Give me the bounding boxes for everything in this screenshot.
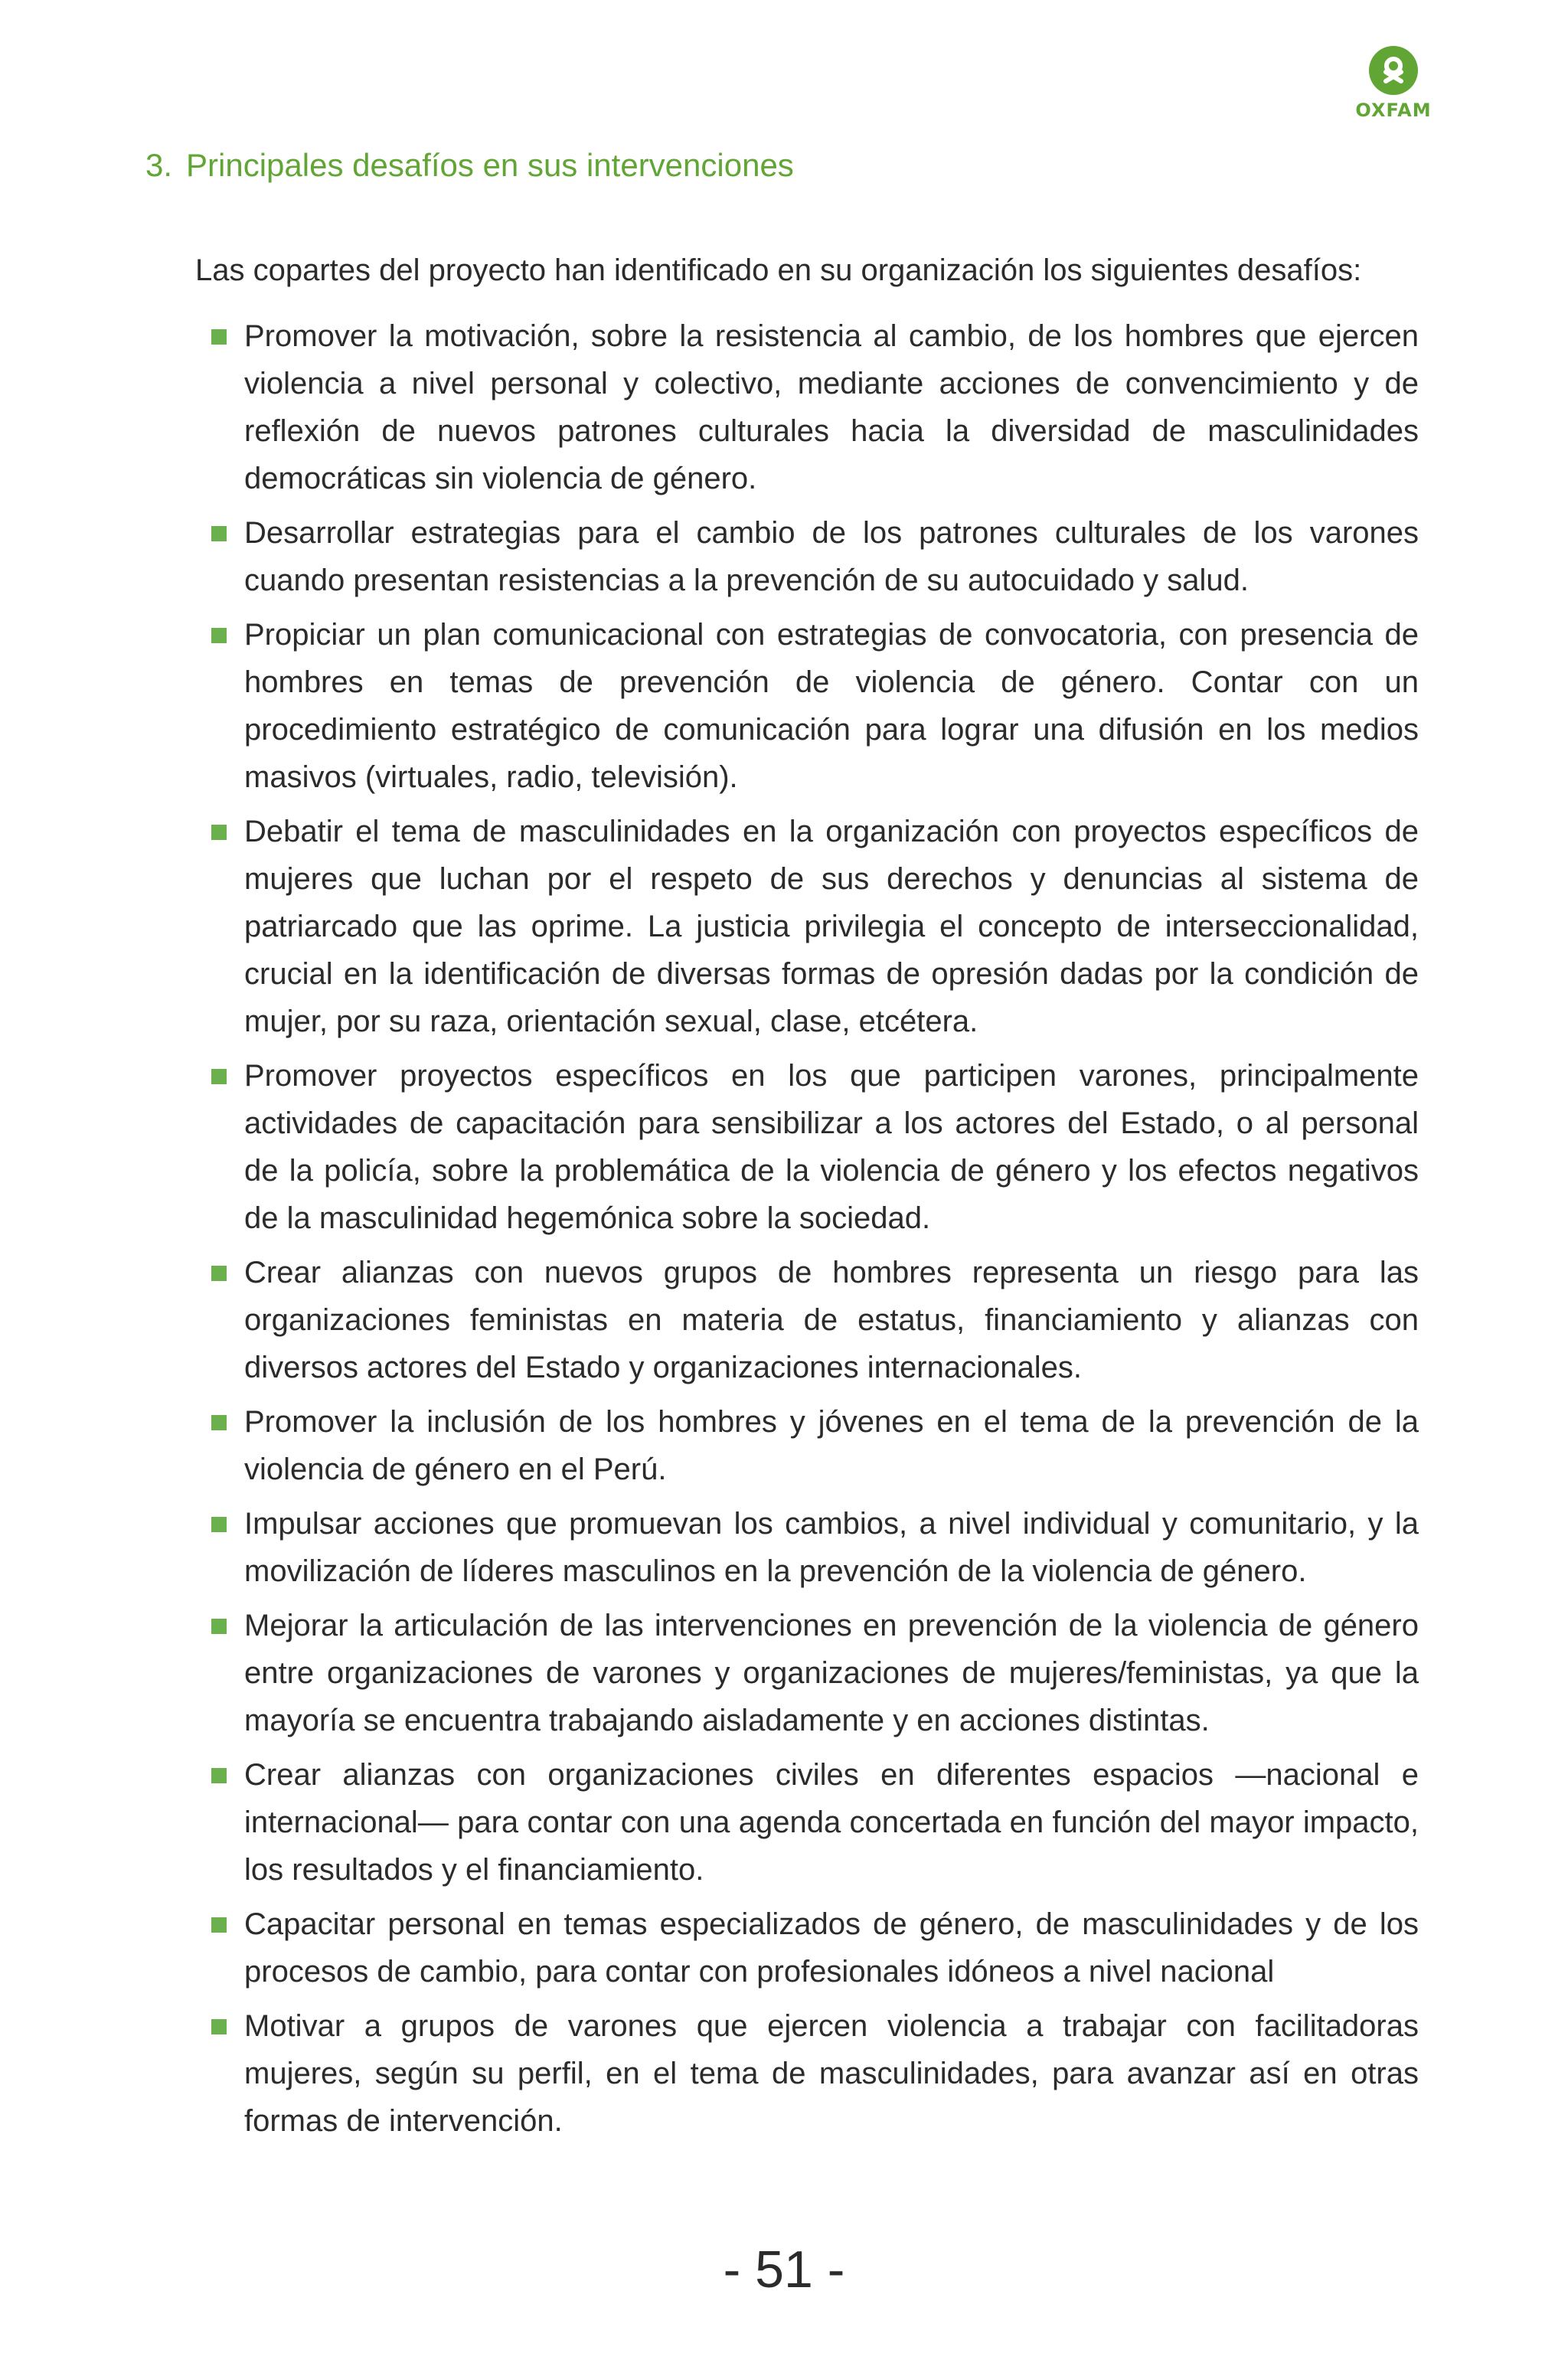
list-item	[195, 1500, 1419, 1595]
square-bullet-icon	[211, 628, 227, 643]
list-item	[195, 1052, 1419, 1242]
page-number: - 51 -	[723, 2240, 845, 2299]
section-number: 3.	[145, 147, 173, 183]
challenges-list	[195, 312, 1419, 2145]
list-item-text: Promover la inclusión de los hombres y jóvenes en el tema de la prevención de la violencia de género en el Perú.	[244, 1405, 1419, 1486]
square-bullet-icon	[211, 1266, 227, 1281]
list-item-text: Crear alianzas con organizaciones civiles en diferentes espacios —nacional e internacional— para contar con una agenda concertada en función del mayor impacto, los resultados y el financiamiento.	[244, 1758, 1419, 1887]
section-heading	[145, 147, 794, 184]
list-item-text: Promover la motivación, sobre la resistencia al cambio, de los hombres que ejercen violencia a nivel personal y colectivo, mediante acciones de convencimiento y de reflexión de nuevos patrones culturales hacia la diversidad de masculinidades democráticas sin violencia de género.	[244, 319, 1419, 495]
list-item-text: Mejorar la articulación de las intervenciones en prevención de la violencia de género entre organizaciones de varones y organizaciones de mujeres/feministas, ya que la mayoría se encuentra trabajando aisladamente y en acciones distintas.	[244, 1609, 1419, 1737]
square-bullet-icon	[211, 1917, 227, 1933]
list-item-text: Desarrollar estrategias para el cambio de los patrones culturales de los varones cuando presentan resistencias a la prevención de su autocuidado y salud.	[244, 516, 1419, 597]
list-item-text: Crear alianzas con nuevos grupos de hombres representa un riesgo para las organizaciones feministas en materia de estatus, financiamiento y alianzas con diversos actores del Estado y organizaciones internacionales.	[244, 1256, 1419, 1384]
list-item-text: Impulsar acciones que promuevan los cambios, a nivel individual y comunitario, y la movilización de líderes masculinos en la prevención de la violencia de género.	[244, 1507, 1419, 1588]
intro-paragraph: Las copartes del proyecto han identificado en su organización los siguientes desafíos:	[195, 253, 1362, 287]
square-bullet-icon	[211, 1619, 227, 1634]
list-item	[195, 808, 1419, 1045]
section-title: Principales desafíos en sus intervenciones	[186, 147, 794, 183]
square-bullet-icon	[211, 1415, 227, 1430]
list-item	[195, 611, 1419, 801]
square-bullet-icon	[211, 825, 227, 840]
main-content	[195, 247, 1419, 2152]
oxfam-logo	[1355, 46, 1432, 121]
list-item-text: Debatir el tema de masculinidades en la organización con proyectos específicos de mujeres que luchan por el respeto de sus derechos y denuncias al sistema de patriarcado que las oprime. La justicia privilegia el concepto de interseccionalidad, crucial en la identificación de diversas formas de opresión dadas por la condición de mujer, por su raza, orientación sexual, clase, etcétera.	[244, 815, 1419, 1038]
list-item	[195, 1602, 1419, 1744]
list-item	[195, 1900, 1419, 1995]
list-item	[195, 1751, 1419, 1894]
square-bullet-icon	[211, 1069, 227, 1084]
oxfam-logo-icon	[1369, 46, 1418, 95]
list-item-text: Capacitar personal en temas especializados de género, de masculinidades y de los procesos de cambio, para contar con profesionales idóneos a nivel nacional	[244, 1907, 1419, 1989]
square-bullet-icon	[211, 329, 227, 345]
list-item	[195, 509, 1419, 604]
square-bullet-icon	[211, 1517, 227, 1532]
list-item	[195, 1249, 1419, 1391]
oxfam-logo-text: OXFAM	[1355, 100, 1432, 121]
list-item	[195, 312, 1419, 502]
square-bullet-icon	[211, 1768, 227, 1783]
list-item-text: Propiciar un plan comunicacional con estrategias de convocatoria, con presencia de hombres en temas de prevención de violencia de género. Contar con un procedimiento estratégico de comunicación para lograr una difusión en los medios masivos (virtuales, radio, televisión).	[244, 618, 1419, 794]
list-item	[195, 2002, 1419, 2145]
square-bullet-icon	[211, 2019, 227, 2034]
list-item-text: Promover proyectos específicos en los que participen varones, principalmente actividades de capacitación para sensibilizar a los actores del Estado, o al personal de la policía, sobre la problemática de la violencia de género y los efectos negativos de la masculinidad hegemónica sobre la sociedad.	[244, 1059, 1419, 1235]
list-item-text: Motivar a grupos de varones que ejercen violencia a trabajar con facilitadoras mujeres, según su perfil, en el tema de masculinidades, para avanzar así en otras formas de intervención.	[244, 2009, 1419, 2138]
square-bullet-icon	[211, 526, 227, 541]
list-item	[195, 1398, 1419, 1493]
